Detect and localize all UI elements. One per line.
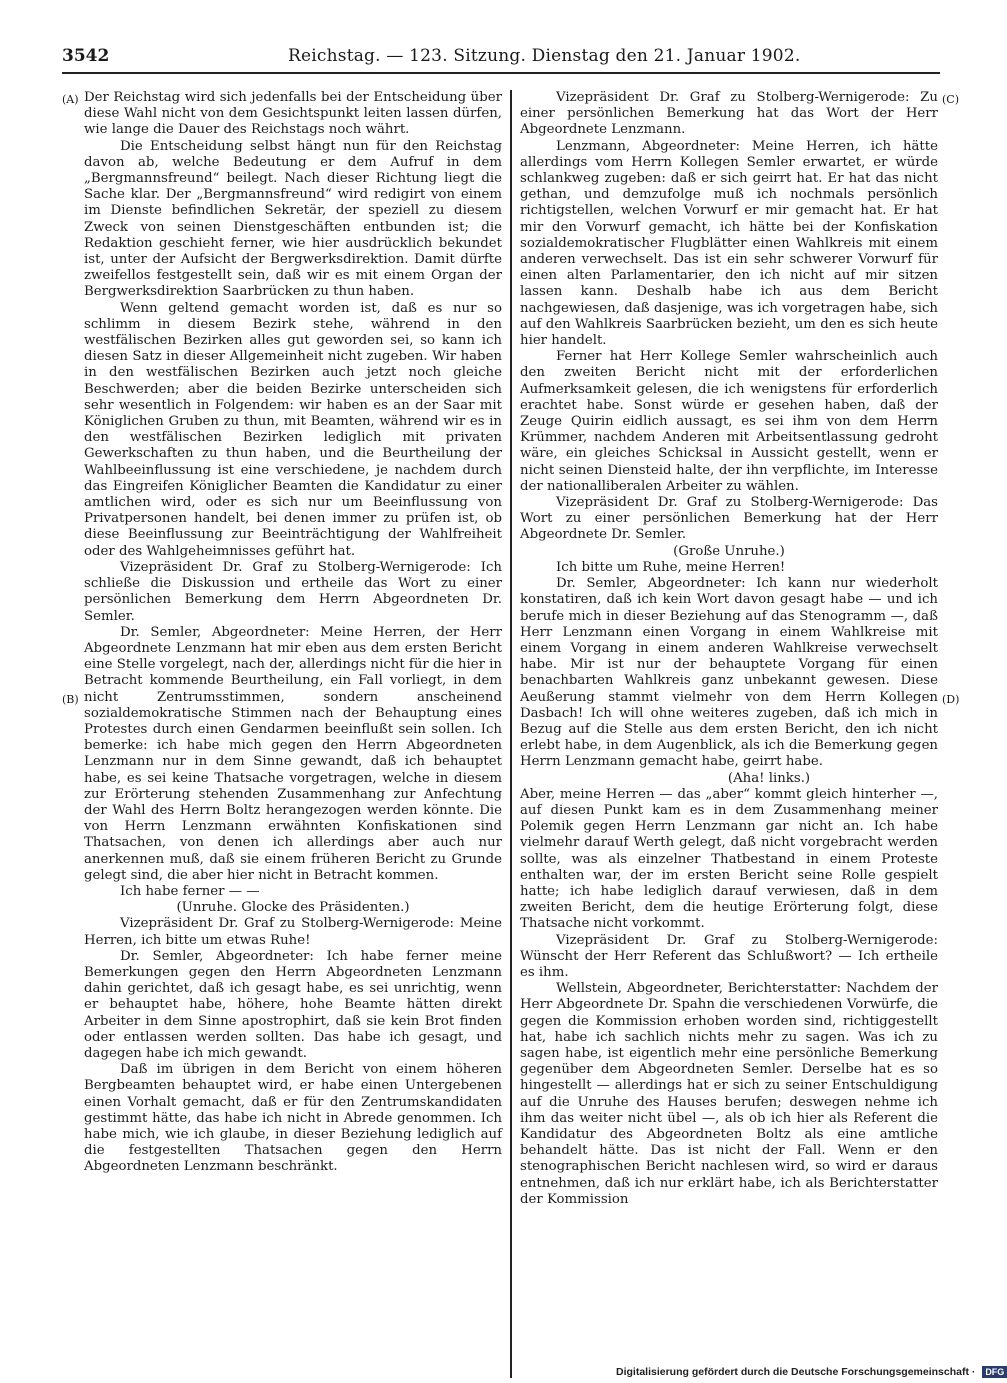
stage-direction: (Große Unruhe.) [673, 543, 785, 559]
paragraph: Vizepräsident Dr. Graf zu Stolberg-Wernigerode: Meine Herren, ich bitte um etwas Ruhe! [84, 916, 502, 948]
paragraph: Vizepräsident Dr. Graf zu Stolberg-Wernigerode: Das Wort zu einer persönlichen Bemerkung hat der Herr Abgeordnete Dr. Semler. [520, 495, 938, 543]
paragraph: Ferner hat Herr Kollege Semler wahrscheinlich auch den zweiten Bericht nicht mit der erforderlichen Aufmerksamkeit gelesen, die ich wenigstens für erforderlich erachtet habe. Sonst würde er gesehen haben, daß der Zeuge Quirin eidlich aussagt, es sei ihm von dem Herrn Krümmer, nachdem Anderen mit Arbeitsentlassung gedroht wäre, ein gleiches Schicksal in Aussicht gestellt, wenn er nicht seinen Diensteid halte, der ihn verpflichte, im Interesse der nationalliberalen Arbeiter zu wählen. [520, 349, 938, 494]
paragraph: Dr. Semler, Abgeordneter: Ich kann nur wiederholt konstatiren, daß ich kein Wort davon gesagt habe — und ich berufe mich in dieser Beziehung auf das Stenogramm —, daß Herr Lenzmann einen Vorgang in einem Wahlkreise mit einem Vorgang in einem anderen Wahlkreise verwechselt habe. Mir ist nur der behauptete Vorgang für einen benachbarten Wahlkreis ganz unbekannt gewesen. Diese Aeußerung stammt vielmehr von dem Herrn Kollegen Dasbach! Ich will ohne weiteres zugeben, daß ich mich in Bezug auf die Stelle aus dem ersten Bericht, den ich nicht erlebt habe, in dem Augenblick, als ich die Bemerkung gegen Herrn Lenzmann gemacht habe, geirrt habe. [520, 576, 938, 770]
header-rule [62, 72, 940, 74]
paragraph: Vizepräsident Dr. Graf zu Stolberg-Wernigerode: Wünscht der Herr Referent das Schlußwort? — Ich ertheile es ihm. [520, 932, 938, 980]
margin-marker-a: (A) [62, 93, 79, 106]
paragraph: Dr. Semler, Abgeordneter: Meine Herren, der Herr Abgeordnete Lenzmann hat mir eben aus dem ersten Bericht eine Stelle vorgelegt, nach der, allerdings nicht für die hier in Betracht kommende Beurtheilung, ein Fall vorliegt, in dem nicht Zentrumsstimmen, sondern anscheinend sozialdemokratische Stimmen nach der Behauptung eines Protestes durch einen Gendarmen beeinflußt sein sollen. Ich bemerke: ich habe mich gegen den Herrn Abgeordneten Lenzmann nur in dem Sinne gewandt, daß ich behauptet habe, es sei keine Thatsache vorgetragen, welche in diesem zur Erörterung stehenden Zusammenhang zur Anfechtung der Wahl des Herrn Boltz herangezogen werden könnte. Die von Herrn Lenzmann erwähnten Konfiskationen sind Thatsachen, von denen ich allerdings aber auch nur anerkennen muß, daß sie einem früheren Bericht zu Grunde gelegt sind, die aber hier nicht in Betracht kommen. [84, 624, 502, 883]
right-column [520, 90, 938, 1208]
page-number: 3542 [62, 46, 110, 66]
paragraph: Dr. Semler, Abgeordneter: Ich habe ferner meine Bemerkungen gegen den Herrn Abgeordneten Lenzmann dahin gerichtet, daß ich gesagt habe, es sei unrichtig, wenn er behauptet habe, höhere, hohe Beamte hätten direkt Arbeiter in dem Sinne apostrophirt, daß sie kein Brot finden oder entlassen werden sollten. Das habe ich gesagt, und dagegen habe ich mich gewandt. [84, 948, 502, 1061]
paragraph: Wenn geltend gemacht worden ist, daß es nur so schlimm in diesem Bezirk stehe, während in den westfälischen Bezirken alles gut geworden sei, so kann ich diesen Satz in dieser Allgemeinheit nicht zugeben. Wir haben in den westfälischen Bezirken auch jetzt noch gleiche Beschwerden; aber die beiden Bezirke unterscheiden sich sehr wesentlich in Folgendem: wir haben es an der Saar mit Königlichen Gruben zu thun, mit Beamten, während wir es in den westfälischen Bezirken lediglich mit privaten Gewerkschaften zu thun haben, und die Beurtheilung der Wahlbeeinflussung ist eine verschiedene, je nachdem durch das Eingreifen Königlicher Beamten die Kandidatur zu einer amtlichen wird, oder es sich nur um Beeinflussung von Privatpersonen handelt, bei denen immer zu prüfen ist, ob diese Beeinflussung zur Beeinträchtigung der Wahlfreiheit oder des Wahlgeheimnisses geführt hat. [84, 300, 502, 559]
paragraph: Vizepräsident Dr. Graf zu Stolberg-Wernigerode: Ich schließe die Diskussion und ertheile das Wort zu einer persönlichen Bemerkung dem Herrn Abgeordneten Dr. Semler. [84, 559, 502, 624]
paragraph: Lenzmann, Abgeordneter: Meine Herren, ich hätte allerdings vom Herrn Kollegen Semler erwartet, er würde schlankweg zugeben: daß er sich geirrt hat. Er hat das nicht gethan, und demzufolge muß ich nochmals persönlich richtigstellen, welchen Vorwurf er mir gemacht hat. Er hat mir den Vorwurf gemacht, ich hätte bei der Konfiskation sozialdemokratischer Flugblätter einen Wahlkreis mit einem anderen verwechselt. Das ist ein sehr schwerer Vorwurf für einen alten Parlamentarier, den ich nicht auf mir sitzen lassen kann. Deshalb habe ich aus dem Bericht nachgewiesen, daß dasjenige, was ich vorgetragen habe, sich auf den Wahlkreis Saarbrücken bezieht, um den es sich heute hier handelt. [520, 138, 938, 349]
column-divider [510, 90, 512, 1378]
dfg-logo: DFG [982, 1366, 1007, 1378]
margin-marker-c: (C) [942, 93, 959, 106]
paragraph: Ich habe ferner — — [120, 883, 260, 899]
margin-marker-d: (D) [942, 693, 960, 706]
left-column [84, 90, 502, 1176]
stage-direction: (Unruhe. Glocke des Präsidenten.) [176, 900, 410, 916]
paragraph: Aber, meine Herren — das „aber“ kommt gleich hinterher —, auf diesen Punkt kam es in dem Zusammenhang meiner Polemik gegen Herrn Lenzmann gar nicht an. Ich habe vielmehr darauf Werth gelegt, daß nicht vorgebracht werden sollte, was als einzelner Thatbestand in einem Proteste enthalten war, der im ersten Bericht seine Rolle gespielt hatte; ich habe lediglich darauf verwiesen, daß in dem zweiten Bericht, dem die heutige Erörterung folgt, diese Thatsache nicht vorkommt. [520, 786, 938, 932]
page-header [62, 44, 940, 74]
paragraph: Wellstein, Abgeordneter, Berichterstatter: Nachdem der Herr Abgeordnete Dr. Spahn die verschiedenen Vorwürfe, die gegen die Kommission erhoben worden sind, richtiggestellt hat, habe ich sachlich nichts mehr zu sagen. Was ich zu sagen habe, ist eigentlich mehr eine persönliche Bemerkung gegenüber dem Abgeordneten Semler. Derselbe hat es so hingestellt — allerdings hat er sich zu seiner Entschuldigung auf die Unruhe des Hauses berufen; deswegen nehme ich ihm das weiter nicht übel —, als ob ich hier als Referent die Kandidatur des Abgeordneten Boltz als eine amtliche behandelt hätte. Das ist nicht der Fall. Wenn er den stenographischen Bericht nachlesen wird, so wird er daraus entnehmen, daß ich nur erklärt habe, ich als Berichterstatter der Kommission [520, 981, 938, 1207]
paragraph: Die Entscheidung selbst hängt nun für den Reichstag davon ab, welche Bedeutung er dem Aufruf in dem „Bergmannsfreund“ beilegt. Nach dieser Richtung liegt die Sache klar. Der „Bergmannsfreund“ wird redigirt von einem im Dienste befindlichen Sekretär, der speziell zu diesem Zweck von seinen Dienstgeschäften entbunden ist; die Redaktion geschieht ferner, wie hier ausdrücklich bekundet ist, unter der Aufsicht der Bergwerksdirektion. Damit dürfte zweifellos festgestellt sein, daß wir es mit einem Organ der Bergwerksdirektion Saarbrücken zu thun haben. [84, 138, 502, 300]
margin-marker-b: (B) [62, 693, 79, 706]
stage-direction: (Aha! links.) [727, 770, 811, 786]
credit-text: Digitalisierung gefördert durch die Deutsche Forschungsgemeinschaft · [616, 1366, 976, 1378]
running-title: Reichstag. — 123. Sitzung. Dienstag den 21. Januar 1902. [288, 46, 801, 66]
paragraph: Der Reichstag wird sich jedenfalls bei der Entscheidung über diese Wahl nicht von dem Gesichtspunkt leiten lassen dürfen, wie lange die Dauer des Reichstags noch währt. [84, 90, 502, 138]
paragraph: Ich bitte um Ruhe, meine Herren! [556, 559, 786, 575]
paragraph: Vizepräsident Dr. Graf zu Stolberg-Wernigerode: Zu einer persönlichen Bemerkung hat das Wort der Herr Abgeordnete Lenzmann. [520, 90, 938, 138]
digitization-credit [616, 1366, 1005, 1380]
paragraph: Daß im übrigen in dem Bericht von einem höheren Bergbeamten behauptet wird, er habe einen Untergebenen einen Vorhalt gemacht, daß er für den Zentrumskandidaten gestimmt hätte, das habe ich nicht in Abrede genommen. Ich habe mich, wie ich glaube, in dieser Beziehung lediglich auf die festgestellten Thatsachen gegen den Herrn Abgeordneten Lenzmann beschränkt. [84, 1062, 502, 1175]
